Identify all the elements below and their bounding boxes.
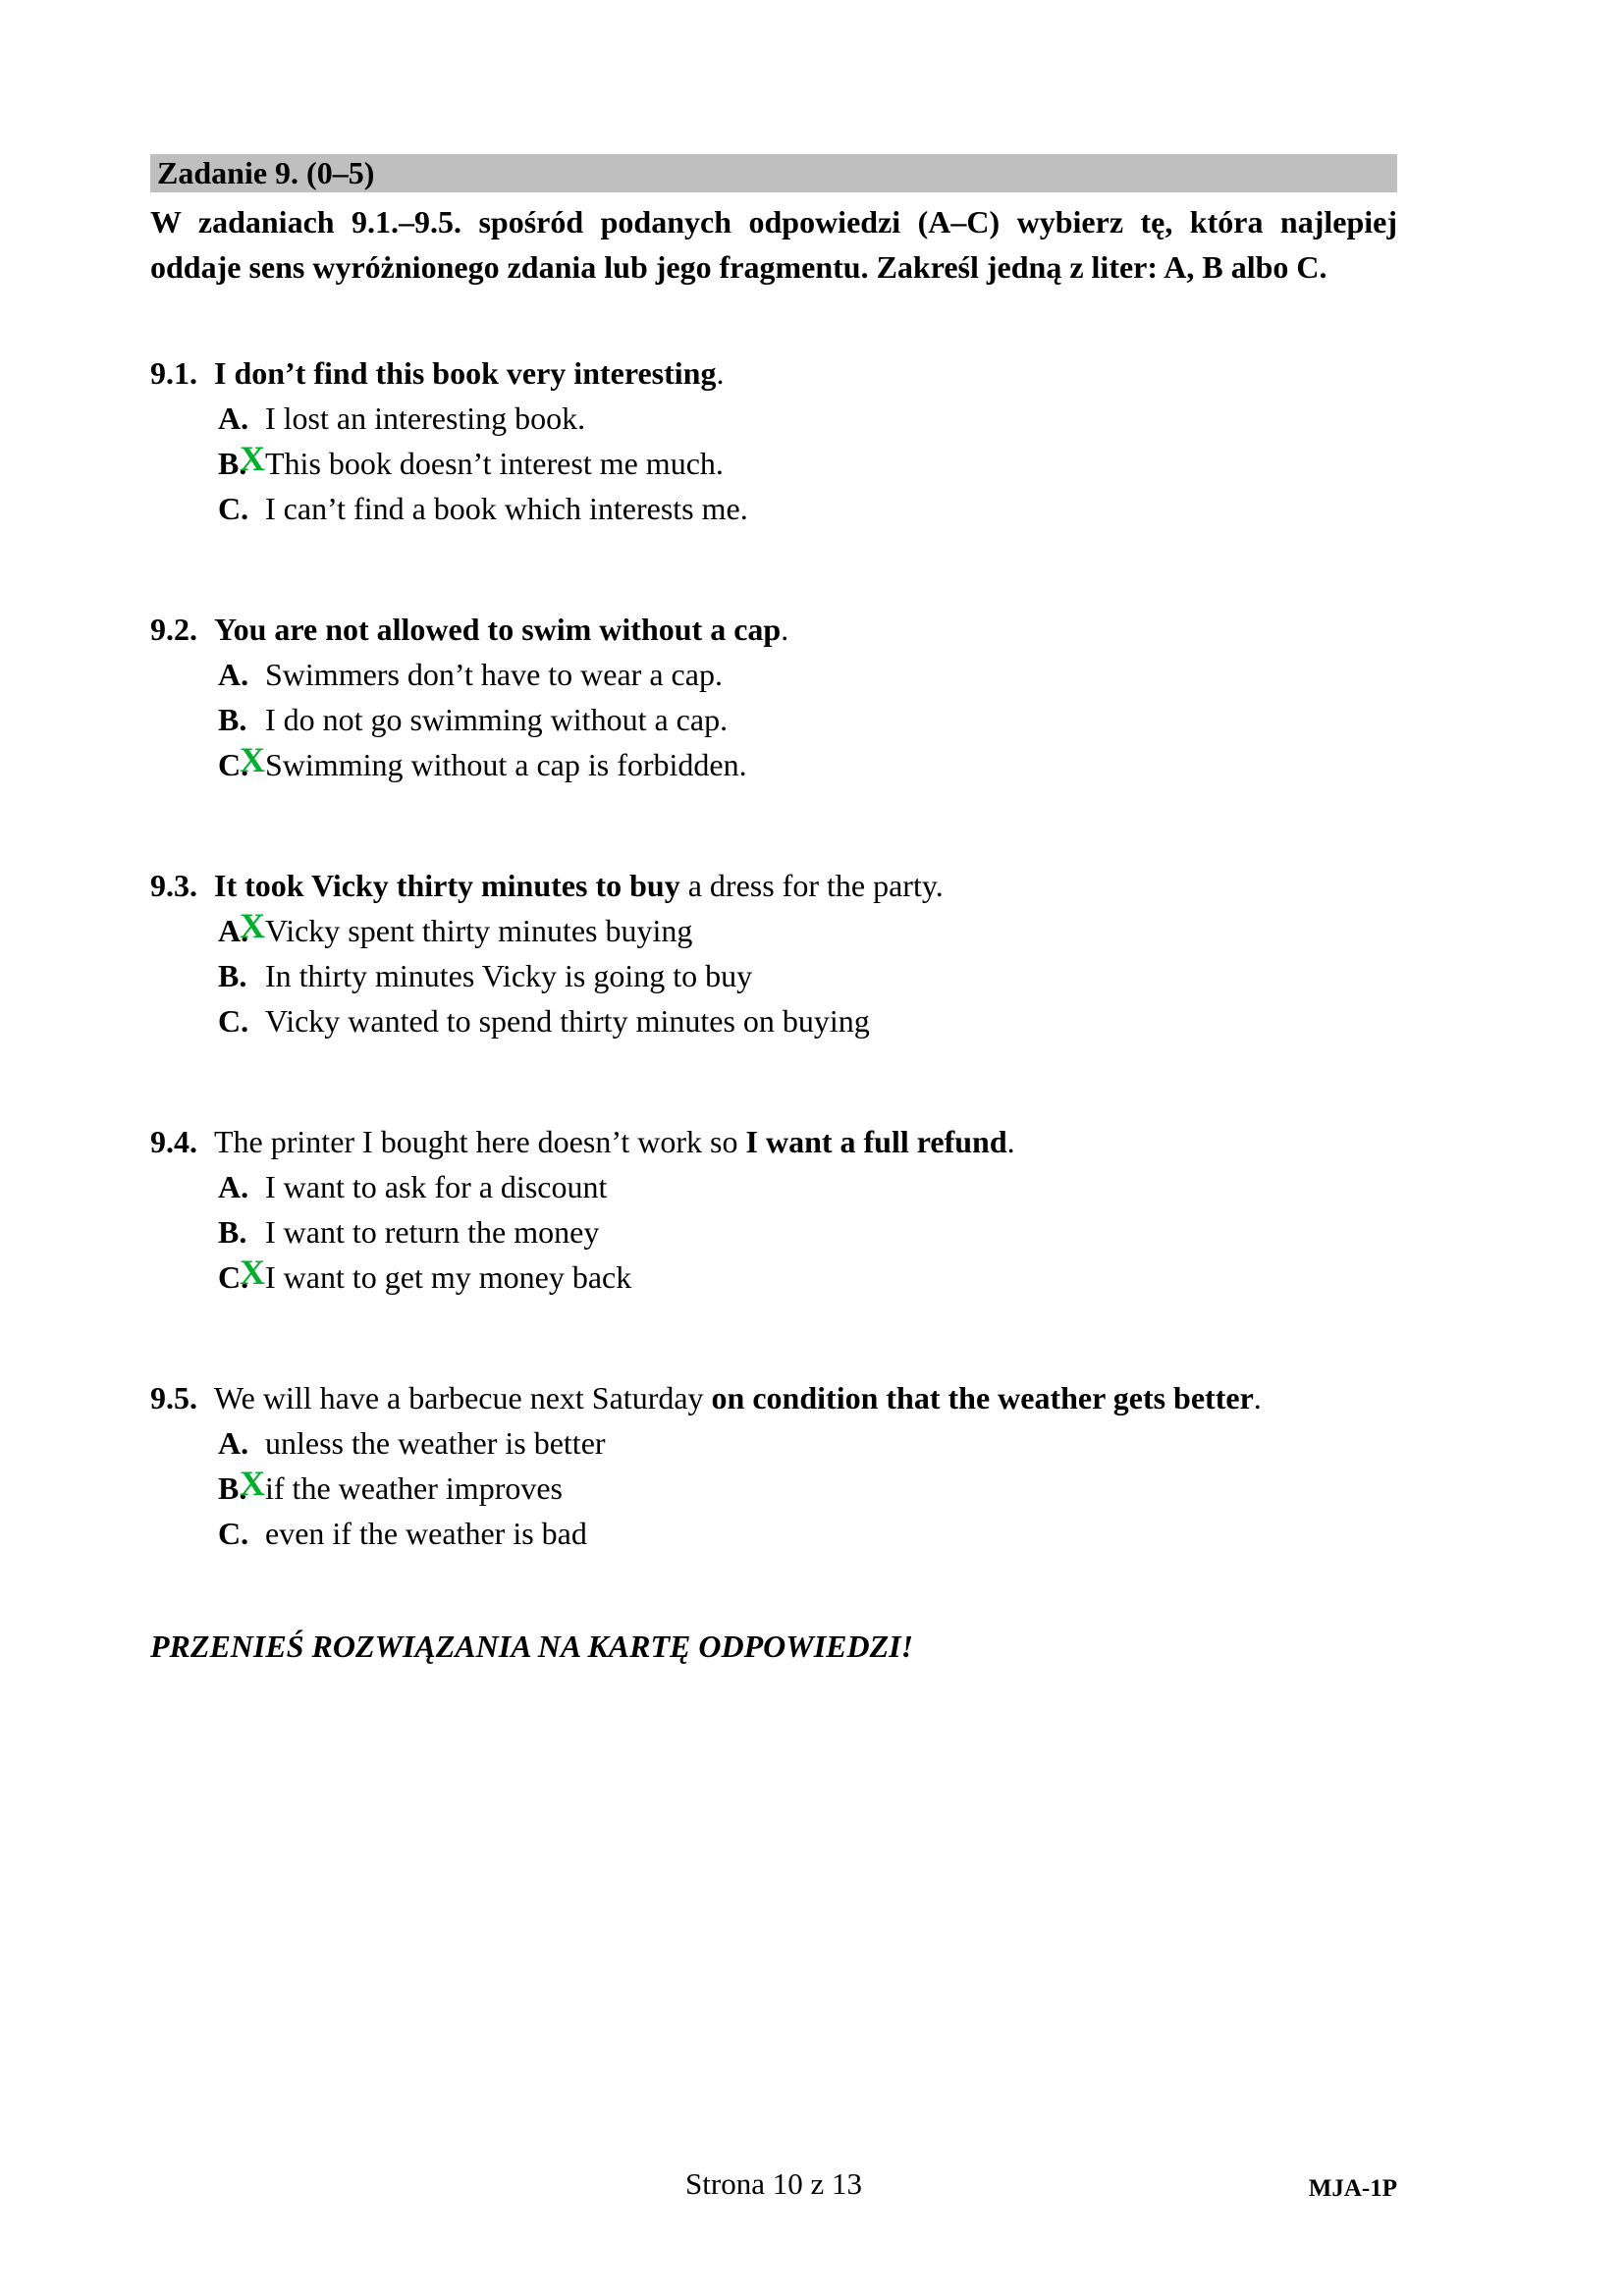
option-letter: B.: [218, 446, 247, 481]
question-stem: [214, 1119, 1015, 1164]
question-stem-row: [150, 863, 1397, 908]
stem-bold: It took Vicky thirty minutes to buy: [214, 868, 680, 903]
footer-exam-code: MJA-1P: [1308, 2175, 1397, 2202]
question-block-9-4: [150, 1119, 1397, 1300]
option-text: Vicky spent thirty minutes buying: [265, 913, 693, 948]
option-row-a: [150, 396, 1397, 441]
stem-bold: I don’t find this book very interesting: [214, 355, 717, 391]
option-letter: C.: [218, 491, 249, 526]
option-row-a: [150, 652, 1397, 697]
question-block-9-1: [150, 350, 1397, 531]
question-number: 9.2.: [150, 612, 197, 647]
option-text: I want to return the money: [265, 1214, 600, 1250]
option-letter: C.: [218, 747, 249, 782]
stem-suffix: .: [781, 612, 789, 647]
option-letter: C.: [218, 1516, 249, 1551]
answer-x-mark: X: [240, 740, 265, 779]
option-row-b: [150, 1466, 1397, 1511]
question-block-9-5: [150, 1375, 1397, 1556]
instructions-text: W zadaniach 9.1.–9.5. spośród podanych odpowiedzi (A–C) wybierz tę, która najlepiej oddaje sens wyróżnionego zdania lub jego fragmentu. Zakreśl jedną z liter: A, B albo C.: [150, 204, 1397, 285]
option-row-c: [150, 998, 1397, 1043]
stem-bold: I want a full refund: [745, 1124, 1007, 1159]
option-row-a: [150, 1420, 1397, 1466]
option-row-c: [150, 1511, 1397, 1556]
stem-bold: on condition that the weather gets better: [711, 1380, 1254, 1415]
option-row-a: [150, 908, 1397, 953]
option-letter: A.: [218, 400, 249, 436]
question-stem: [214, 1375, 1262, 1420]
option-text: I want to get my money back: [265, 1259, 632, 1295]
option-letter: A.: [218, 1425, 249, 1461]
question-stem: [214, 350, 724, 396]
question-stem-row: [150, 1119, 1397, 1164]
option-letter: C.: [218, 1003, 249, 1039]
question-block-9-2: [150, 607, 1397, 787]
option-text: I can’t find a book which interests me.: [265, 491, 748, 526]
stem-suffix: .: [1253, 1380, 1262, 1415]
question-number: 9.4.: [150, 1124, 197, 1159]
option-row-c: [150, 486, 1397, 531]
option-row-a: [150, 1164, 1397, 1209]
transfer-instruction: PRZENIEŚ ROZWIĄZANIA NA KARTĘ ODPOWIEDZI!: [150, 1629, 914, 1664]
stem-suffix: .: [716, 355, 725, 391]
option-letter: A.: [218, 913, 249, 948]
stem-suffix: a dress for the party.: [679, 868, 944, 903]
task-header-bar: [150, 154, 1397, 192]
option-letter: B.: [218, 702, 247, 737]
page-footer: [150, 2162, 1397, 2207]
question-stem: [214, 863, 944, 908]
question-block-9-3: [150, 863, 1397, 1043]
option-letter: C.: [218, 1259, 249, 1295]
option-text: Swimmers don’t have to wear a cap.: [265, 657, 723, 692]
option-letter: A.: [218, 1169, 249, 1204]
option-text: Swimming without a cap is forbidden.: [265, 747, 747, 782]
page-content: [150, 0, 1397, 1669]
question-stem-row: [150, 1375, 1397, 1420]
question-stem: [214, 607, 788, 652]
question-number: 9.1.: [150, 355, 197, 391]
option-text: I lost an interesting book.: [265, 400, 586, 436]
stem-bold: You are not allowed to swim without a cap: [214, 612, 782, 647]
question-stem-row: [150, 607, 1397, 652]
option-row-c: [150, 742, 1397, 787]
option-text: I do not go swimming without a cap.: [265, 702, 729, 737]
option-text: if the weather improves: [265, 1470, 563, 1506]
question-number: 9.5.: [150, 1380, 197, 1415]
option-letter: B.: [218, 958, 247, 993]
answer-x-mark: X: [240, 1253, 265, 1292]
option-row-b: [150, 1209, 1397, 1255]
option-text: I want to ask for a discount: [265, 1169, 608, 1204]
option-text: Vicky wanted to spend thirty minutes on buying: [265, 1003, 870, 1039]
answer-x-mark: X: [240, 1464, 265, 1503]
option-row-b: [150, 441, 1397, 486]
option-text: In thirty minutes Vicky is going to buy: [265, 958, 753, 993]
question-stem-row: [150, 350, 1397, 396]
stem-prefix: The printer I bought here doesn’t work so: [214, 1124, 746, 1159]
option-text: This book doesn’t interest me much.: [265, 446, 724, 481]
option-row-b: [150, 953, 1397, 998]
answer-x-mark: X: [240, 439, 265, 478]
option-row-b: [150, 697, 1397, 742]
option-row-c: [150, 1255, 1397, 1300]
answer-x-mark: X: [240, 906, 265, 945]
option-text: unless the weather is better: [265, 1425, 606, 1461]
task-header-title: Zadanie 9. (0–5): [157, 155, 375, 190]
stem-suffix: .: [1006, 1124, 1015, 1159]
option-text: even if the weather is bad: [265, 1516, 587, 1551]
question-number: 9.3.: [150, 868, 197, 903]
stem-prefix: We will have a barbecue next Saturday: [214, 1380, 712, 1415]
option-letter: A.: [218, 657, 249, 692]
option-letter: B.: [218, 1470, 247, 1506]
footer-page-number: Strona 10 z 13: [685, 2166, 862, 2201]
option-letter: B.: [218, 1214, 247, 1250]
